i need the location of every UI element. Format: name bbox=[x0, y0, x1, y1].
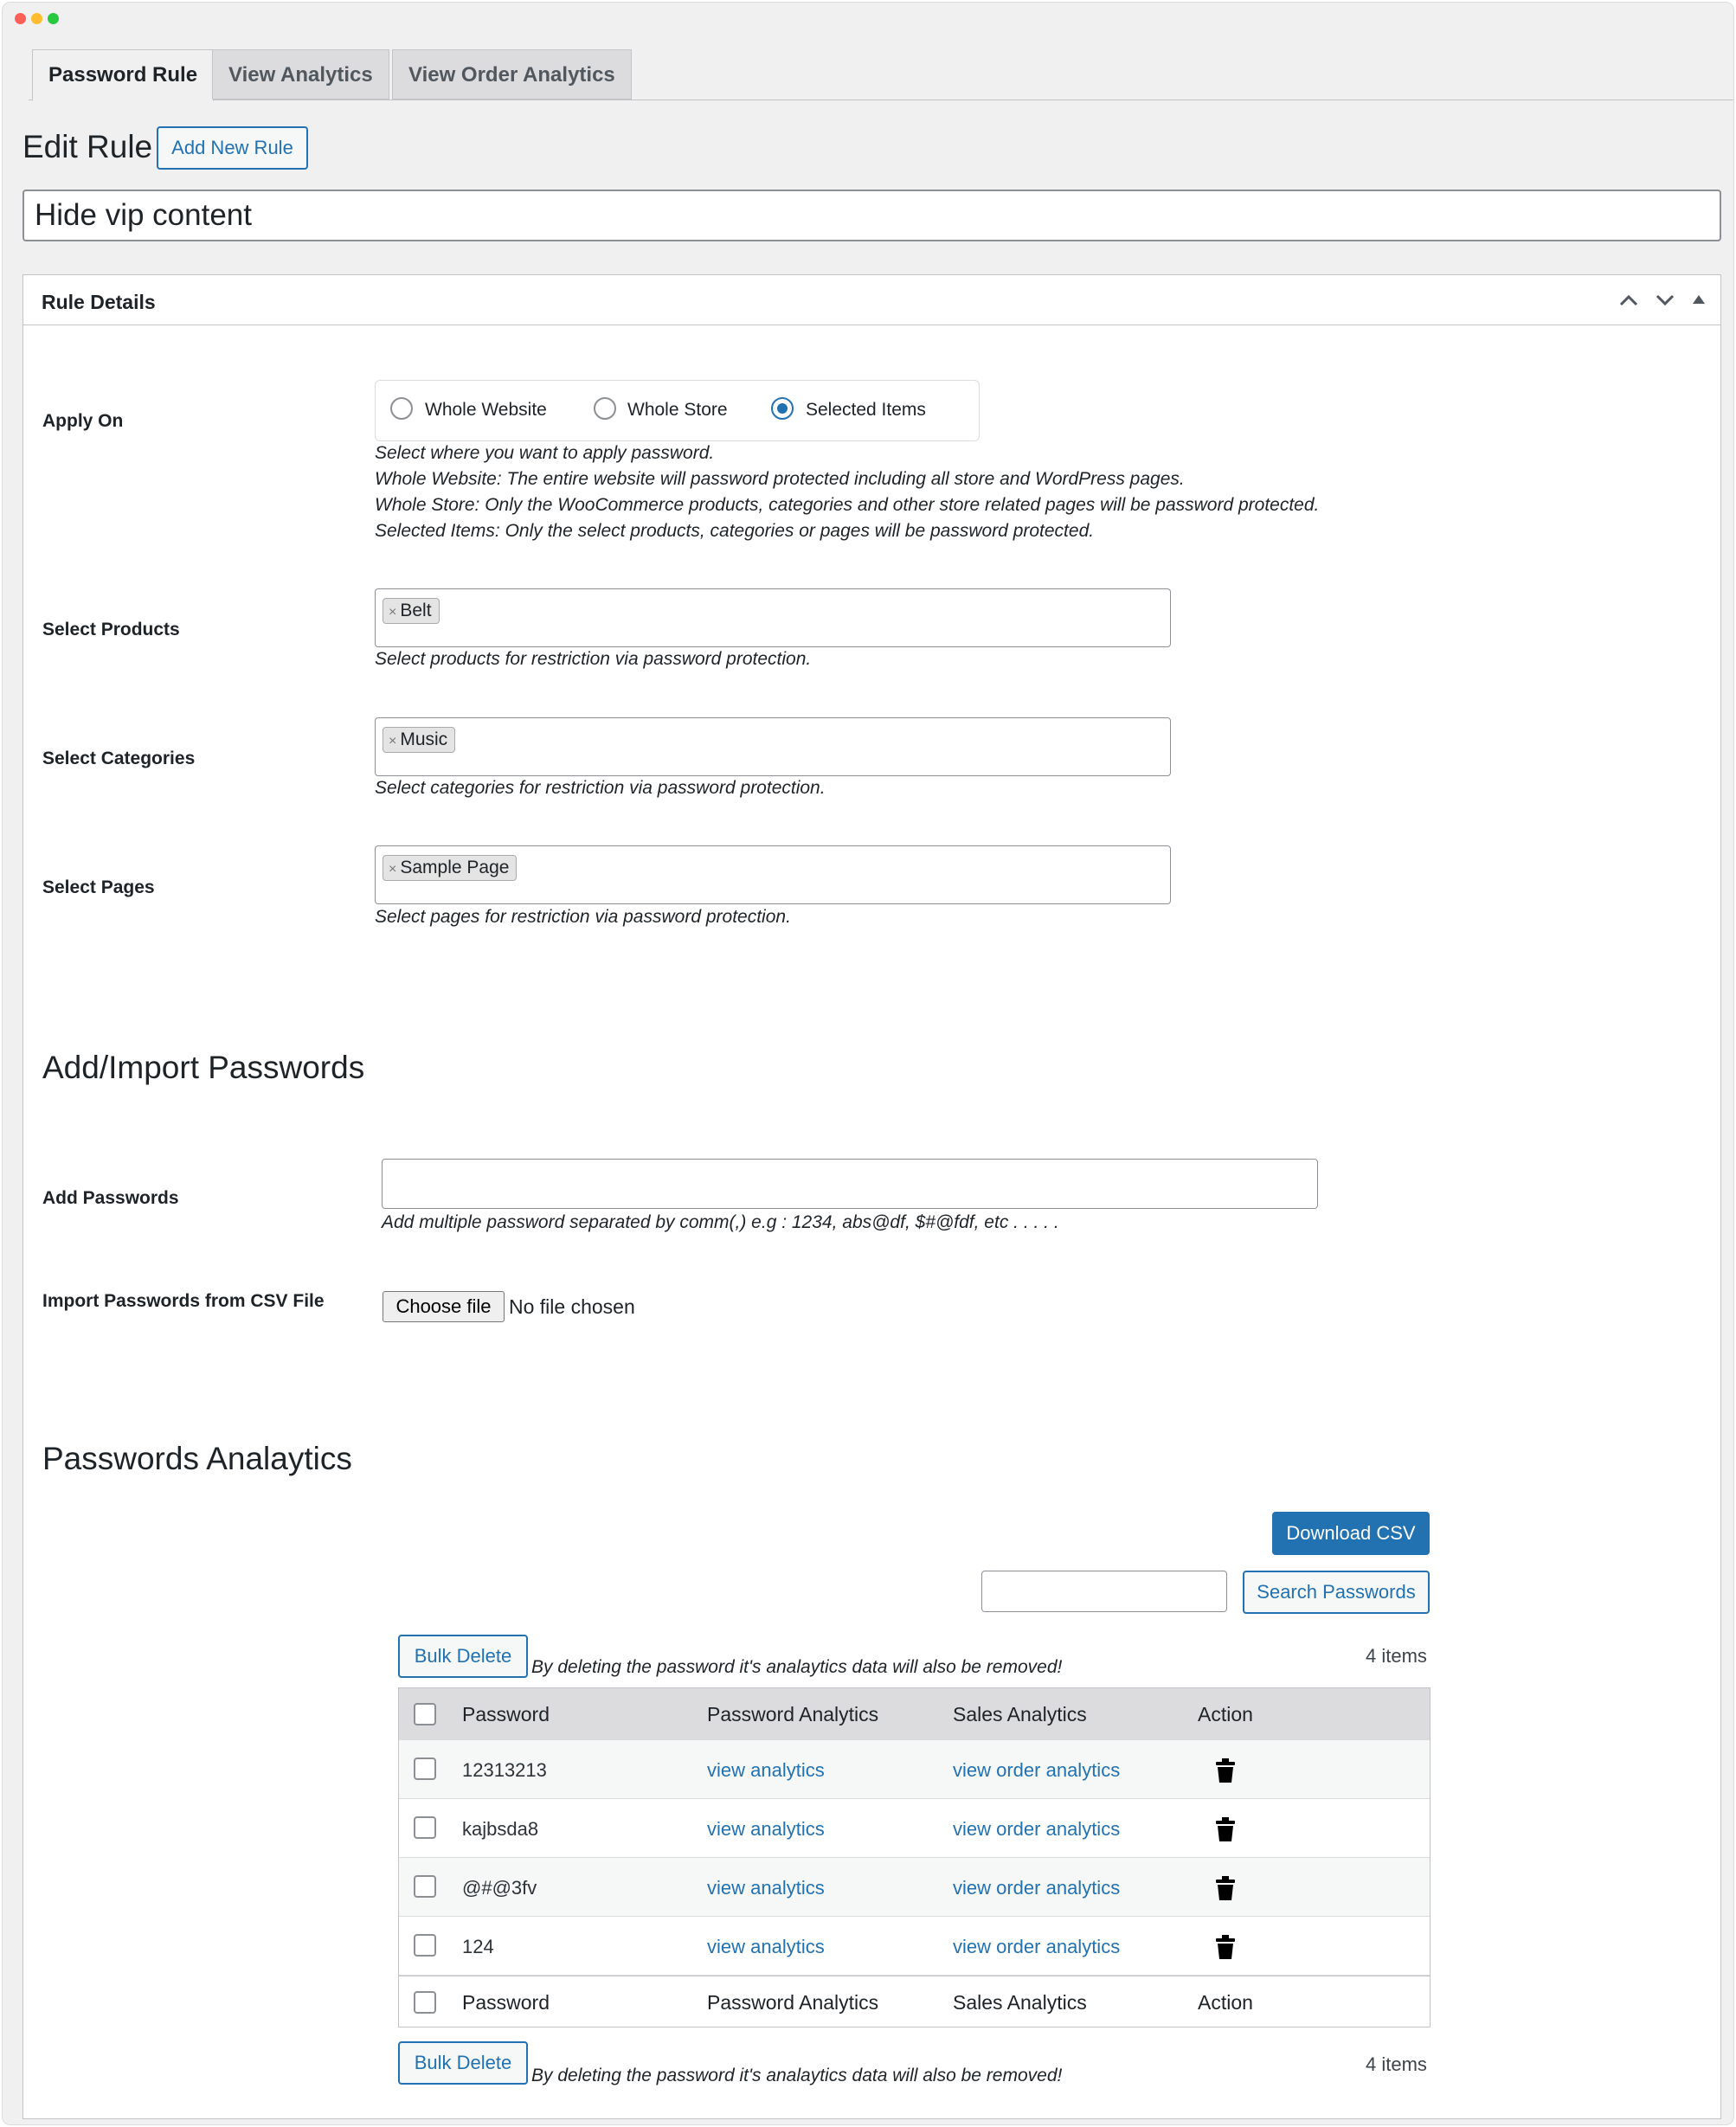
close-window-button[interactable] bbox=[15, 13, 26, 24]
panel-header bbox=[23, 275, 1720, 325]
select-categories-field[interactable] bbox=[375, 717, 1171, 776]
view-order-analytics-link[interactable]: view order analytics bbox=[953, 1936, 1121, 1957]
password-cell: kajbsda8 bbox=[462, 1818, 539, 1840]
apply-on-help-1: Select where you want to apply password. bbox=[375, 443, 715, 463]
items-count-top: 4 items bbox=[1366, 1645, 1427, 1667]
remove-chip-icon[interactable]: × bbox=[389, 734, 397, 749]
footer-column-action: Action bbox=[1198, 1991, 1253, 2014]
chevron-up-icon[interactable] bbox=[1618, 292, 1639, 308]
rule-title-input[interactable] bbox=[23, 190, 1721, 241]
apply-on-label: Apply On bbox=[42, 411, 124, 431]
footer-column-sales-analytics: Sales Analytics bbox=[953, 1991, 1087, 2014]
search-passwords-button[interactable]: Search Passwords bbox=[1243, 1571, 1430, 1614]
select-pages-field[interactable] bbox=[375, 845, 1171, 904]
items-count-bottom: 4 items bbox=[1366, 2053, 1427, 2075]
bulk-delete-button-top[interactable]: Bulk Delete bbox=[398, 1635, 528, 1678]
analytics-section-title: Passwords Analaytics bbox=[42, 1441, 352, 1476]
row-checkbox[interactable] bbox=[414, 1934, 436, 1957]
view-analytics-link[interactable]: view analytics bbox=[707, 1936, 825, 1957]
no-file-chosen-text: No file chosen bbox=[509, 1295, 635, 1318]
page-chip-label: Sample Page bbox=[400, 858, 510, 877]
select-products-label: Select Products bbox=[42, 620, 180, 639]
row-checkbox[interactable] bbox=[414, 1816, 436, 1839]
trash-icon[interactable] bbox=[1215, 1875, 1236, 1901]
panel-title: Rule Details bbox=[42, 291, 156, 313]
radio-whole-website[interactable] bbox=[390, 397, 413, 420]
select-all-checkbox[interactable] bbox=[414, 1703, 436, 1725]
column-header-password-analytics: Password Analytics bbox=[707, 1703, 879, 1725]
bulk-delete-note-bottom: By deleting the password it's analaytics data will also be removed! bbox=[531, 2066, 1063, 2085]
choose-file-button[interactable]: Choose file bbox=[383, 1291, 505, 1322]
page-title: Edit Rule bbox=[23, 129, 153, 164]
tab-view-order-analytics[interactable]: View Order Analytics bbox=[392, 49, 632, 100]
password-cell: @#@3fv bbox=[462, 1877, 537, 1899]
table-header-row bbox=[399, 1688, 1430, 1740]
apply-on-help-3: Whole Store: Only the WooCommerce products, categories and other store related pages will be password protected. bbox=[375, 495, 1320, 515]
select-all-checkbox-footer[interactable] bbox=[414, 1991, 436, 2014]
footer-column-password[interactable]: Password bbox=[462, 1991, 550, 2014]
add-passwords-help: Add multiple password separated by comm(,) e.g : 1234, abs@df, $#@fdf, etc . . . . . bbox=[382, 1212, 1059, 1232]
view-analytics-link[interactable]: view analytics bbox=[707, 1759, 825, 1781]
add-passwords-input[interactable] bbox=[382, 1159, 1318, 1209]
maximize-window-button[interactable] bbox=[48, 13, 59, 24]
bulk-delete-note-top: By deleting the password it's analaytics data will also be removed! bbox=[531, 1657, 1063, 1677]
select-categories-help: Select categories for restriction via password protection. bbox=[375, 778, 826, 798]
table-row bbox=[399, 1917, 1430, 1976]
category-chip-label: Music bbox=[400, 729, 448, 749]
select-categories-label: Select Categories bbox=[42, 749, 196, 768]
app-window bbox=[2, 2, 1734, 2125]
select-products-field[interactable] bbox=[375, 588, 1171, 647]
category-chip bbox=[383, 727, 455, 753]
table-row bbox=[399, 1799, 1430, 1858]
select-pages-help: Select pages for restriction via password protection. bbox=[375, 907, 791, 927]
apply-on-help-4: Selected Items: Only the select products, categories or pages will be password protected. bbox=[375, 521, 1095, 541]
row-checkbox[interactable] bbox=[414, 1758, 436, 1780]
view-order-analytics-link[interactable]: view order analytics bbox=[953, 1818, 1121, 1840]
column-header-action: Action bbox=[1198, 1703, 1253, 1725]
row-checkbox[interactable] bbox=[414, 1875, 436, 1898]
download-csv-button[interactable]: Download CSV bbox=[1272, 1512, 1430, 1555]
select-products-help: Select products for restriction via password protection. bbox=[375, 649, 812, 669]
radio-selected-items[interactable] bbox=[771, 397, 794, 420]
view-order-analytics-link[interactable]: view order analytics bbox=[953, 1759, 1121, 1781]
view-order-analytics-link[interactable]: view order analytics bbox=[953, 1877, 1121, 1899]
tab-view-analytics[interactable]: View Analytics bbox=[212, 49, 389, 100]
view-analytics-link[interactable]: view analytics bbox=[707, 1877, 825, 1899]
footer-column-password-analytics: Password Analytics bbox=[707, 1991, 879, 2014]
csv-import-label: Import Passwords from CSV File bbox=[42, 1291, 325, 1311]
page-chip bbox=[383, 855, 517, 881]
remove-chip-icon[interactable]: × bbox=[389, 862, 397, 877]
select-pages-label: Select Pages bbox=[42, 877, 155, 897]
radio-label-whole-website: Whole Website bbox=[425, 400, 547, 420]
product-chip-label: Belt bbox=[400, 601, 432, 620]
radio-label-whole-store: Whole Store bbox=[627, 400, 728, 420]
table-row bbox=[399, 1740, 1430, 1799]
chevron-down-icon[interactable] bbox=[1655, 292, 1675, 308]
password-cell: 124 bbox=[462, 1936, 494, 1957]
search-passwords-input[interactable] bbox=[981, 1571, 1227, 1612]
tab-password-rule[interactable]: Password Rule bbox=[32, 49, 214, 101]
apply-on-help-2: Whole Website: The entire website will password protected including all store and WordPress pages. bbox=[375, 469, 1185, 489]
apply-on-radio-group bbox=[375, 380, 980, 441]
remove-chip-icon[interactable]: × bbox=[389, 605, 397, 620]
table-footer-row bbox=[399, 1976, 1430, 2027]
trash-icon[interactable] bbox=[1215, 1758, 1236, 1783]
bulk-delete-button-bottom[interactable]: Bulk Delete bbox=[398, 2041, 528, 2085]
import-section-title: Add/Import Passwords bbox=[42, 1050, 365, 1085]
table-row bbox=[399, 1858, 1430, 1917]
column-header-sales-analytics: Sales Analytics bbox=[953, 1703, 1087, 1725]
toggle-panel-icon[interactable] bbox=[1692, 294, 1706, 305]
product-chip bbox=[383, 598, 440, 624]
radio-label-selected-items: Selected Items bbox=[806, 400, 926, 420]
radio-whole-store[interactable] bbox=[594, 397, 616, 420]
password-cell: 12313213 bbox=[462, 1759, 547, 1781]
add-new-rule-button[interactable]: Add New Rule bbox=[157, 126, 308, 170]
add-passwords-label: Add Passwords bbox=[42, 1188, 179, 1208]
trash-icon[interactable] bbox=[1215, 1816, 1236, 1842]
minimize-window-button[interactable] bbox=[31, 13, 42, 24]
column-header-password[interactable]: Password bbox=[462, 1703, 550, 1725]
view-analytics-link[interactable]: view analytics bbox=[707, 1818, 825, 1840]
trash-icon[interactable] bbox=[1215, 1934, 1236, 1960]
